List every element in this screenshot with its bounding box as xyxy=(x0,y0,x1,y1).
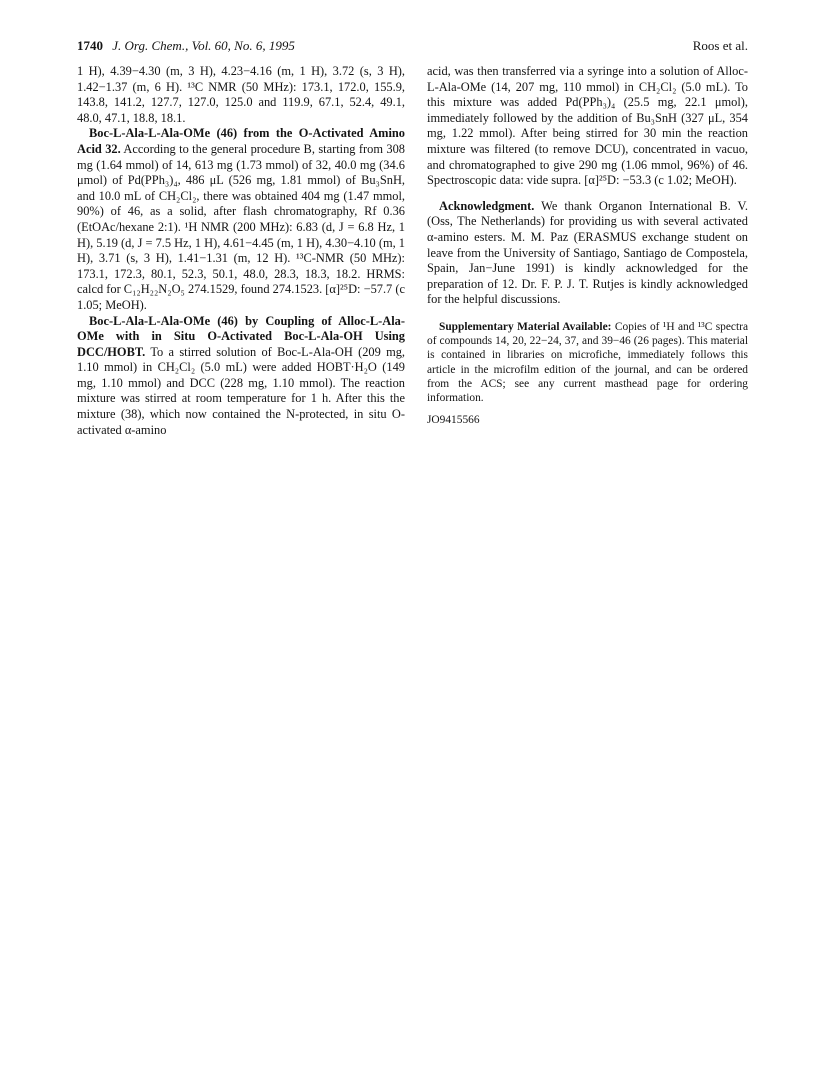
paragraph-body: To a stirred solution of Boc-L-Ala-OH (209 mg, 1.10 mmol) in CH₂Cl₂ (5.0 mL) were added HOBT·H₂O (149 mg, 1.10 mmol) and DCC (228 mg, 1.10 mmol). The reaction mixture was stirred at room temperature for 1 h. After this the mixture (38), which now contained the N-protected, in situ O-activated α-amino xyxy=(77,344,406,437)
left-column xyxy=(77,64,405,438)
manuscript-code: JO9415566 xyxy=(427,414,480,427)
supplementary-body: Copies of ¹H and ¹³C spectra of compounds 14, 20, 22−24, 37, and 39−46 (26 pages). This material is contained in libraries on microfiche, immediately follows this article in the microfilm edition of the journal, and can be ordered from the ACS; see any current masthead page for ordering information. xyxy=(427,320,749,404)
running-header xyxy=(77,37,748,55)
acknowledgment-paragraph xyxy=(427,199,748,308)
paragraph-heading: Boc-L-Ala-L-Ala-OMe (46) from the O-Activated Amino Acid 32. xyxy=(77,126,405,156)
experimental-paragraph-46-dcc xyxy=(77,314,405,439)
supplementary-material xyxy=(427,320,748,405)
supplementary-heading: Supplementary Material Available: xyxy=(439,320,612,333)
journal-citation: J. Org. Chem., Vol. 60, No. 6, 1995 xyxy=(112,38,295,53)
right-column xyxy=(427,64,748,427)
acknowledgment-heading: Acknowledgment. xyxy=(439,198,535,213)
paragraph-body: According to the general procedure B, starting from 308 mg (1.64 mmol) of 14, 613 mg (1.73 mmol) of 32, 40.0 mg (34.6 μmol) of Pd(PPh₃)₄, 486 μL (526 mg, 1.81 mmol) of Bu₃SnH, and 10.0 mL of CH₂Cl₂, there was obtained 404 mg (1.47 mmol, 90%) of 46, as a solid, after flash chromatography, Rf 0.36 (EtOAc/hexane 2:1). ¹H NMR (200 MHz): 6.83 (d, J = 6.8 Hz, 1 H), 5.19 (d, J = 7.5 Hz, 1 H), 4.61−4.45 (m, 1 H), 4.30−4.10 (m, 1 H), 3.71 (s, 3 H), 1.41−1.31 (m, 12 H). ¹³C-NMR (50 MHz): 173.1, 172.3, 80.1, 52.3, 50.1, 48.0, 28.3, 18.3, 18.2. HRMS: calcd for C₁₂H₂₂N₂O₅ 274.1529, found 274.1523. [α]²⁵D: −57.7 (c 1.05; MeOH). xyxy=(77,141,405,312)
experimental-paragraph-46-activated xyxy=(77,126,405,313)
paragraph-heading: Boc-L-Ala-L-Ala-OMe (46) by Coupling of Alloc-L-Ala-OMe with in Situ O-Activated Boc-L-Ala-OH Using DCC/HOBT. xyxy=(77,313,405,359)
nmr-data-paragraph: 1 H), 4.39−4.30 (m, 3 H), 4.23−4.16 (m, 1 H), 3.72 (s, 3 H), 1.42−1.37 (m, 6 H). ¹³C NMR (50 MHz): 173.1, 172.0, 155.9, 143.8, 141.2, 127.7, 127.0, 125.0 and 119.9, 67.1, 52.4, 49.1, 48.0, 47.1, 18.8, 18.1. xyxy=(77,64,405,125)
acknowledgment-body: We thank Organon International B. V. (Oss, The Netherlands) for providing us with several activated α-amino esters. M. M. Paz (ERASMUS exchange student on leave from the University of Santiago, Santiago de Compostela, Spain, Jan−June 1991) is kindly acknowledged for the preparation of 12. Dr. F. P. J. T. Rutjes is kindly acknowledged for the helpful discussions. xyxy=(427,198,748,307)
experimental-continuation: acid, was then transferred via a syringe into a solution of Alloc-L-Ala-OMe (14, 207 mg, 110 mmol) in CH₂Cl₂ (5.0 mL). To this mixture was added Pd(PPh₃)₄ (25.5 mg, 22.1 μmol), immediately followed by the addition of Bu₃SnH (327 μL, 354 mg, 1.22 mmol). After being stirred for 30 min the reaction mixture was filtered (to remove DCU), concentrated in vacuo, and chromatographed to give 290 mg (1.06 mmol, 96%) of 46. Spectroscopic data: vide supra. [α]²⁵D: −53.3 (c 1.02; MeOH). xyxy=(427,64,748,188)
running-authors: Roos et al. xyxy=(692,38,748,53)
page-number: 1740 xyxy=(77,38,103,53)
